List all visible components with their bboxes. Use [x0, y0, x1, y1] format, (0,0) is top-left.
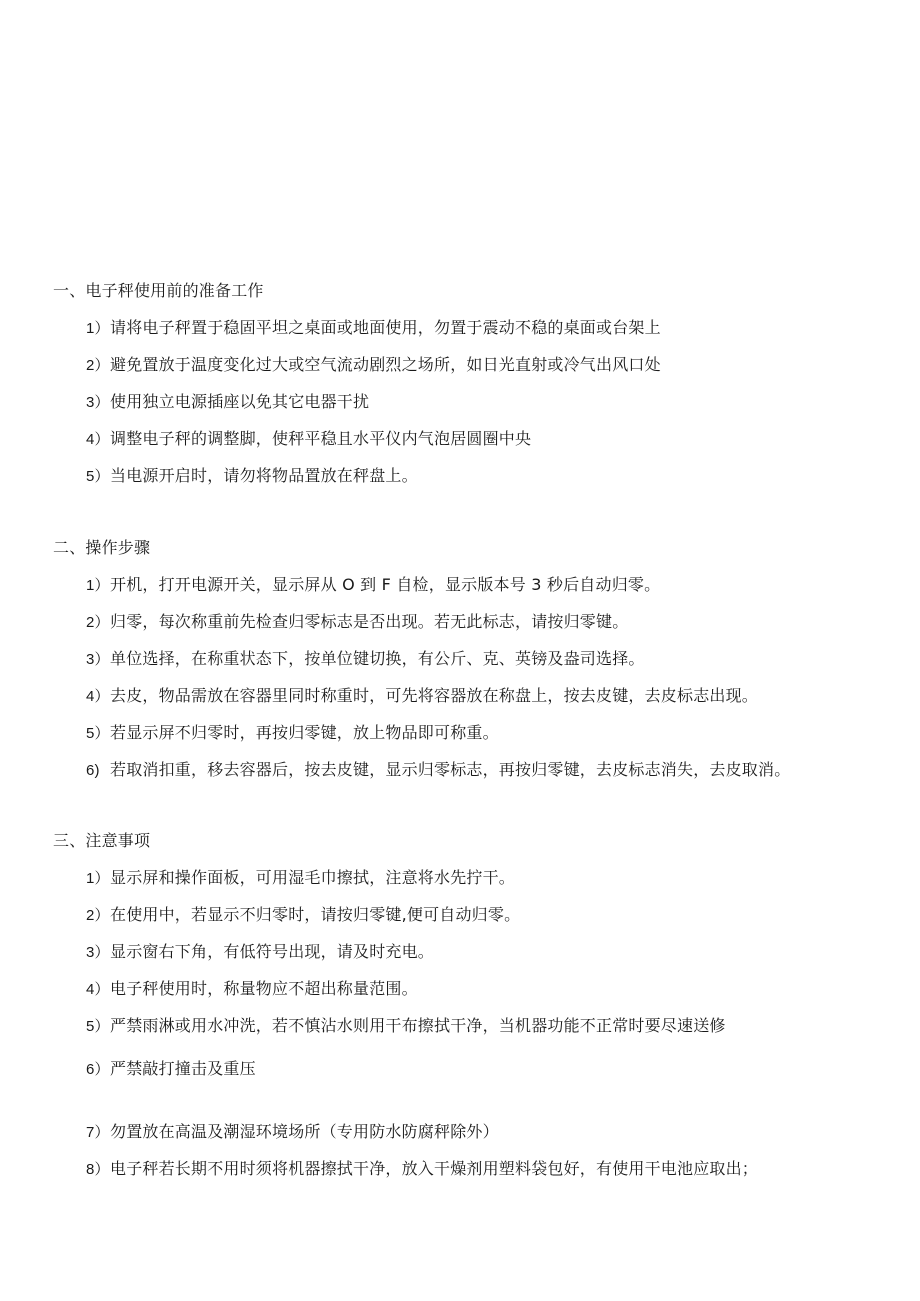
list-item [86, 354, 661, 377]
list-item [86, 574, 660, 597]
item-number: 4） [86, 981, 110, 998]
item-number: 7） [86, 1124, 110, 1141]
list-item [86, 1058, 256, 1081]
item-number: 3） [86, 394, 110, 411]
item-text: 在使用中，若显示不归零时，请按归零键,便可自动归零。 [110, 905, 521, 924]
item-text: 勿置放在高温及潮湿环境场所（专用防水防腐秤除外） [110, 1122, 499, 1141]
list-item [86, 391, 369, 414]
list-item [86, 1015, 726, 1038]
list-item [86, 1121, 499, 1144]
item-text: 严禁雨淋或用水冲洗，若不慎沾水则用干布擦拭干净，当机器功能不正常时要尽速送修 [110, 1016, 726, 1035]
item-text: 去皮，物品需放在容器里同时称重时，可先将容器放在称盘上，按去皮键，去皮标志出现。 [110, 686, 759, 705]
list-item [86, 1158, 758, 1181]
item-text: 使用独立电源插座以免其它电器干扰 [110, 392, 370, 411]
item-number: 3） [86, 944, 110, 961]
item-text: 请将电子秤置于稳固平坦之桌面或地面使用，勿置于震动不稳的桌面或台架上 [110, 318, 661, 337]
item-number: 5） [86, 1018, 110, 1035]
list-item [86, 685, 758, 708]
item-text: 显示屏和操作面板，可用湿毛巾擦拭，注意将水先拧干。 [110, 868, 516, 887]
item-text: 严禁敲打撞击及重压 [110, 1059, 256, 1078]
list-item [86, 465, 418, 488]
list-item [86, 941, 434, 964]
item-number: 5） [86, 725, 110, 742]
item-number: 4） [86, 431, 110, 448]
list-item [86, 648, 645, 671]
item-number: 5） [86, 468, 110, 485]
item-number: 1） [86, 320, 110, 337]
item-number: 4） [86, 688, 110, 705]
list-item [86, 978, 418, 1001]
item-text: 避免置放于温度变化过大或空气流动剧烈之场所，如日光直射或冷气出风口处 [110, 355, 661, 374]
item-number: 2） [86, 357, 110, 374]
item-text: 单位选择，在称重状态下，按单位键切换，有公斤、克、英镑及盎司选择。 [110, 649, 645, 668]
list-item [86, 317, 661, 340]
item-number: 2） [86, 614, 110, 631]
item-number: 1） [86, 577, 110, 594]
section-heading-preparation: 一、电子秤使用前的准备工作 [53, 281, 264, 300]
list-item [86, 428, 531, 451]
item-number: 6) [86, 762, 100, 779]
item-text: 电子秤若长期不用时须将机器擦拭干净，放入干燥剂用塑料袋包好，有使用干电池应取出； [110, 1159, 759, 1178]
item-text: 显示窗右下角，有低符号出现，请及时充电。 [110, 942, 435, 961]
item-text: 电子秤使用时，称量物应不超出称量范围。 [110, 979, 418, 998]
item-text: 开机，打开电源开关，显示屏从 O 到 F 自检，显示版本号 3 秒后自动归零。 [110, 575, 661, 594]
item-number: 1） [86, 870, 110, 887]
item-number: 2） [86, 907, 110, 924]
item-number: 6） [86, 1061, 110, 1078]
list-item [86, 904, 520, 927]
item-number: 8） [86, 1161, 110, 1178]
list-item [86, 611, 628, 634]
section-heading-precautions: 三、注意事项 [53, 831, 151, 850]
item-text: 当电源开启时，请勿将物品置放在秤盘上。 [110, 466, 418, 485]
list-item [86, 867, 515, 890]
item-text: 归零，每次称重前先检查归零标志是否出现。若无此标志，请按归零键。 [110, 612, 629, 631]
item-number: 3） [86, 651, 110, 668]
list-item [86, 759, 790, 782]
section-heading-operation-steps: 二、操作步骤 [53, 538, 151, 557]
item-text: 若显示屏不归零时，再按归零键，放上物品即可称重。 [110, 723, 499, 742]
item-text: 调整电子秤的调整脚，使秤平稳且水平仪内气泡居圆圈中央 [110, 429, 532, 448]
item-text: 若取消扣重，移去容器后，按去皮键，显示归零标志，再按归零键，去皮标志消失，去皮取消。 [110, 760, 791, 779]
list-item [86, 722, 499, 745]
